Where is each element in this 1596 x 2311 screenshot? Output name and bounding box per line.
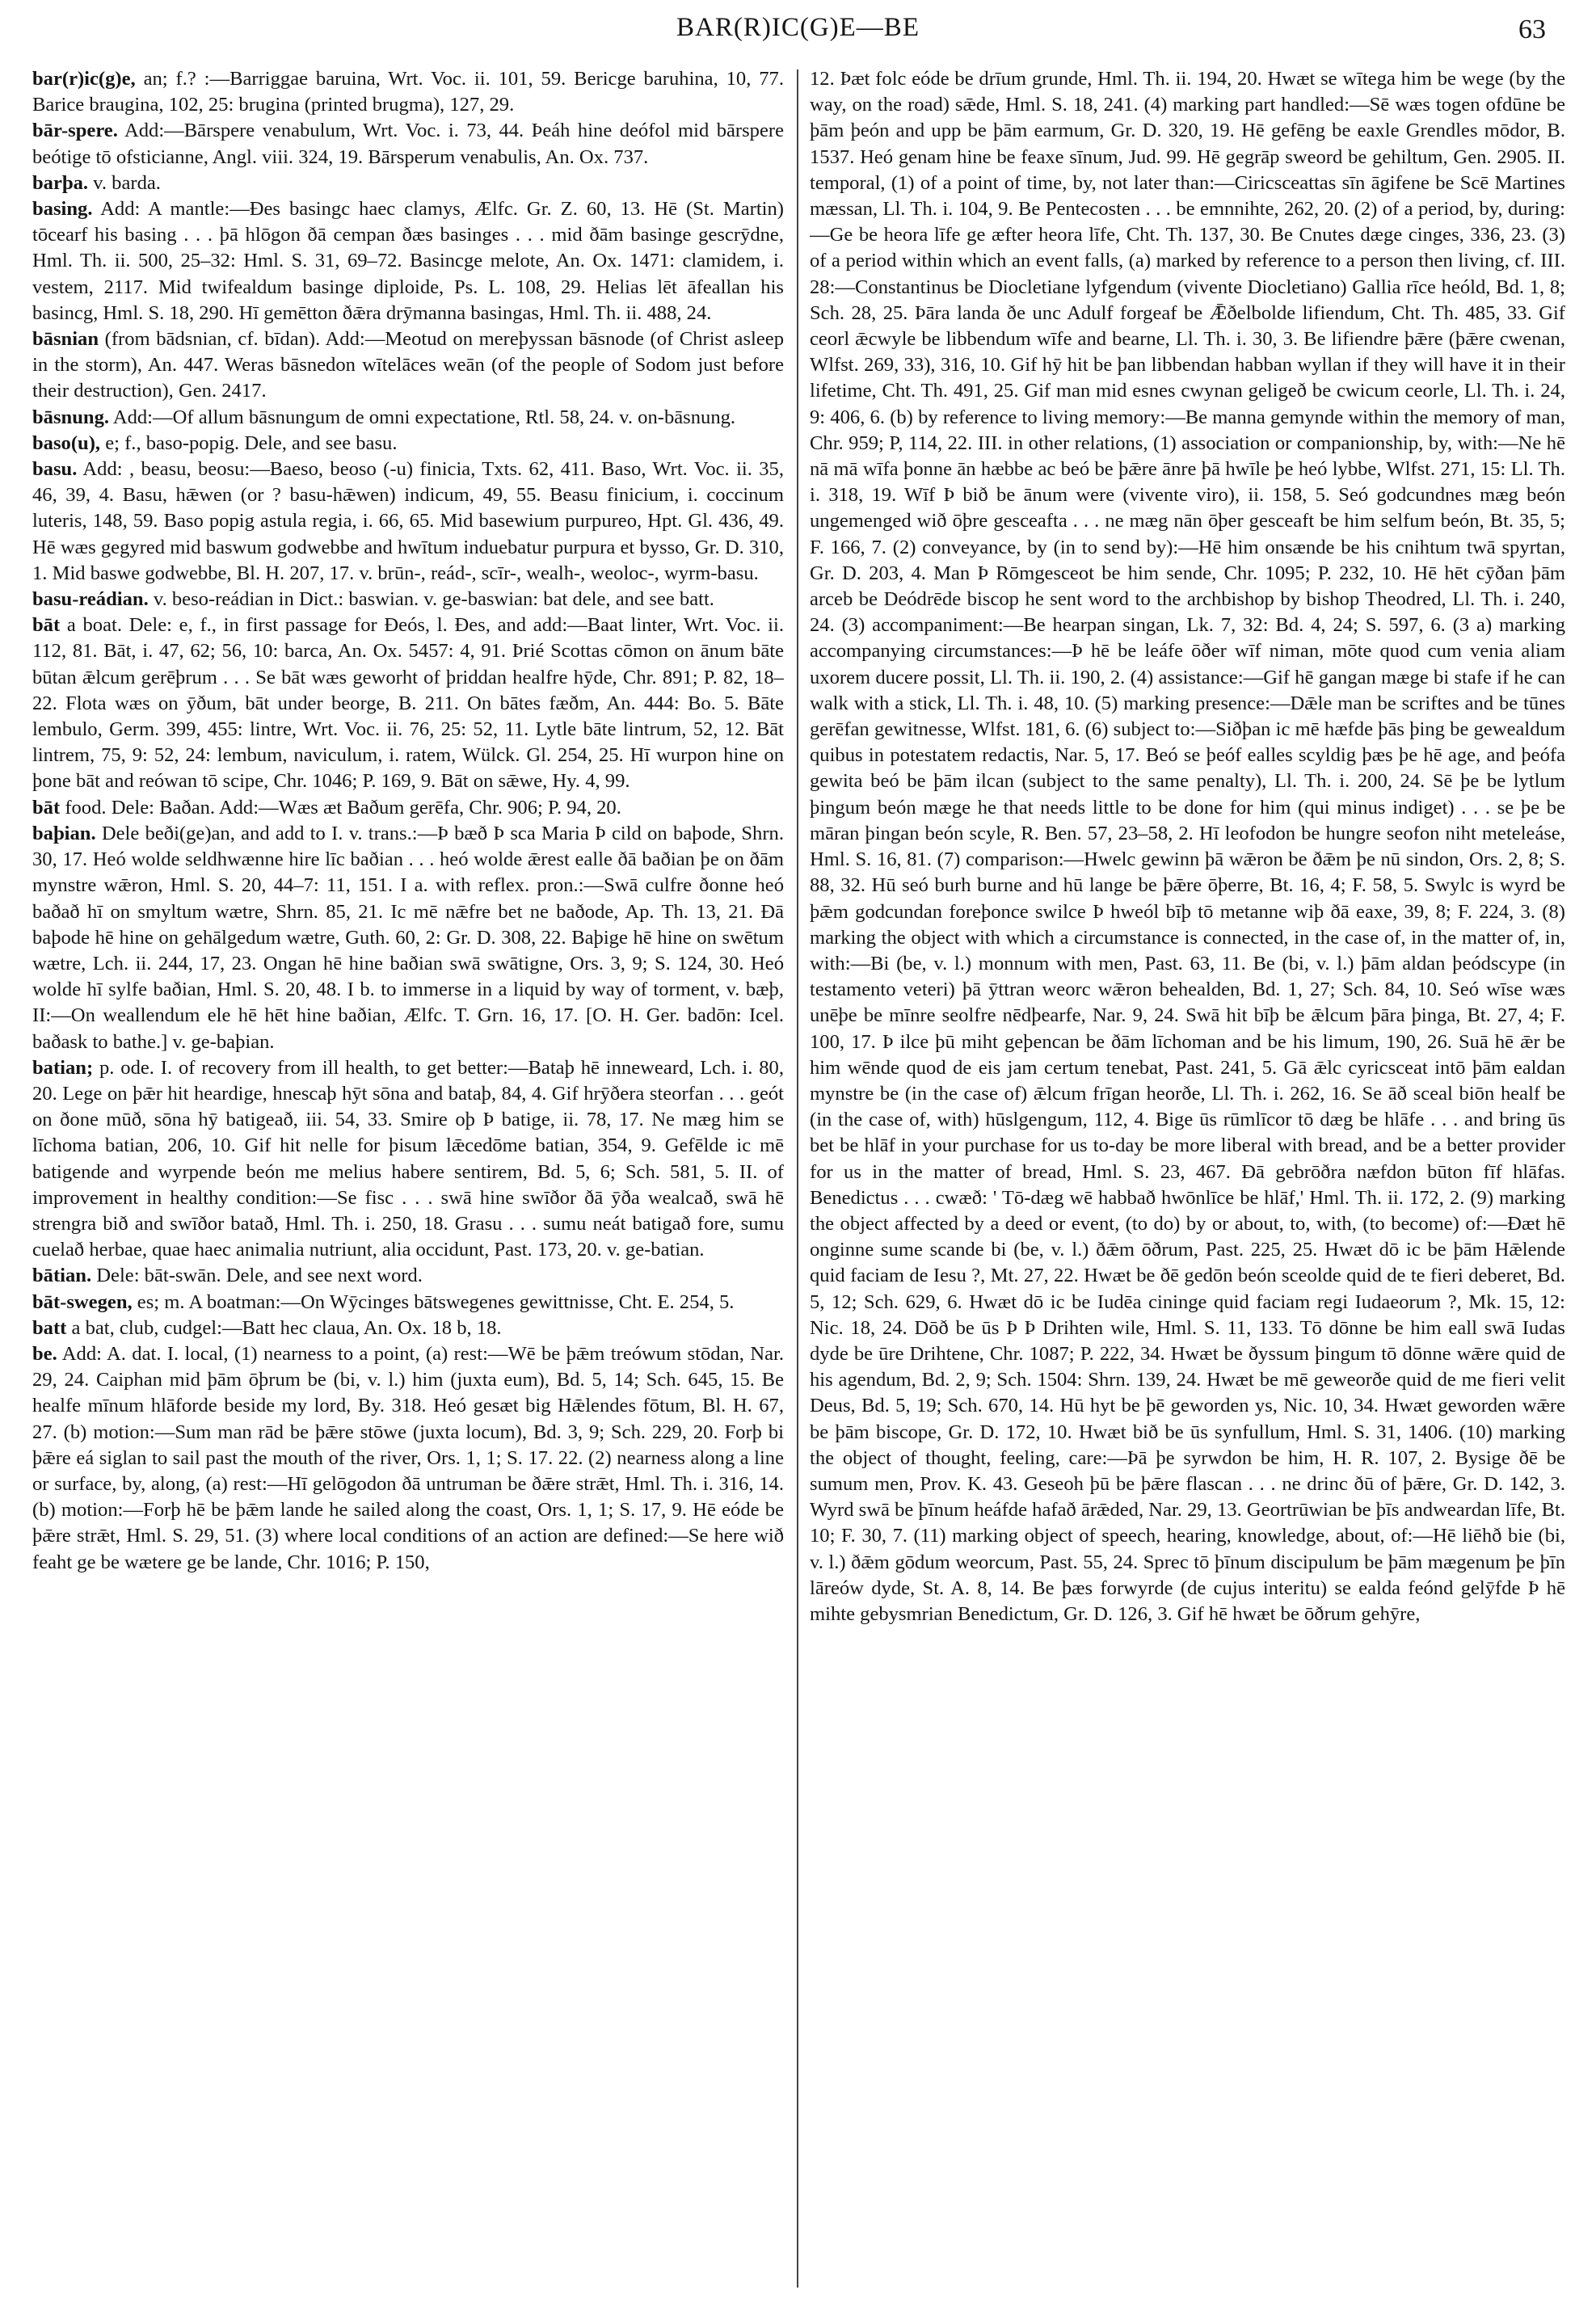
dictionary-entry bbox=[32, 587, 784, 612]
entry-text: food. Dele: Baðan. Add:—Wæs æt Baðum gerēfa, Chr. 906; P. 94, 20. bbox=[60, 796, 621, 819]
entry-headword: basu-reádian. bbox=[32, 588, 149, 611]
dictionary-entry bbox=[32, 405, 784, 431]
entry-headword: bātian. bbox=[32, 1265, 92, 1287]
dictionary-entry bbox=[32, 457, 784, 587]
entry-headword: bāt bbox=[32, 796, 61, 819]
entry-text: a bat, club, cudgel:—Batt hec claua, An. Ox. 18 b, 18. bbox=[66, 1316, 502, 1339]
dictionary-entry bbox=[32, 1315, 784, 1341]
dictionary-entry bbox=[32, 170, 784, 196]
entry-headword: bar(r)ic(g)e, bbox=[32, 68, 136, 90]
entry-text: es; m. A boatman:—On Wȳcinges bātswegenes gewittnisse, Cht. E. 254, 5. bbox=[132, 1290, 735, 1313]
dictionary-entry bbox=[32, 431, 784, 457]
entry-headword: bāt bbox=[32, 614, 61, 637]
dictionary-entry bbox=[32, 1263, 784, 1289]
entry-text: Dele: bāt-swān. Dele, and see next word. bbox=[91, 1265, 423, 1287]
running-head bbox=[0, 11, 1596, 50]
entry-text: v. barda. bbox=[88, 171, 161, 194]
entry-headword: basu. bbox=[32, 458, 78, 481]
left-column bbox=[32, 66, 784, 2305]
entry-headword: bāsnian bbox=[32, 328, 99, 351]
dictionary-entry bbox=[32, 821, 784, 1055]
entry-headword: bāsnung. bbox=[32, 406, 110, 428]
entry-text: Add:—Of allum bāsnungum de omni expectatione, Rtl. 58, 24. v. on-bāsnung. bbox=[109, 406, 736, 428]
dictionary-entry bbox=[32, 1290, 784, 1315]
entry-text: v. beso-reádian in Dict.: baswian. v. ge-baswian: bat dele, and see batt. bbox=[148, 588, 714, 611]
entry-text: (from bādsnian, cf. bīdan). Add:—Meotud on mereþyssan bāsnode (of Christ asleep in the storm), An. 447. Weras bāsnedon wītelāces weān (of the people of Sodom just before their destruction), Gen. 2417. bbox=[32, 328, 784, 402]
entry-text: Add: , beasu, beosu:—Baeso, beoso (-u) finicia, Txts. 62, 411. Baso, Wrt. Voc. ii. 35, 46, 39, 4. Basu, hǣwen (or ? basu-hǣwen) indicum, 49, 55. Beasu finicium, i. coccinum luteris, 148, 59. Baso popig astula regia, i. 66, 65. Mid basewium purpureo, Hpt. Gl. 436, 49. Hē wæs gegyred mid baswum godwebbe and hwītum induebatur purpura et bysso, Gr. D. 310, 1. Mid baswe godwebbe, Bl. H. 207, 17. v. brūn-, reád-, scīr-, wealh-, weoloc-, wyrm-basu. bbox=[32, 458, 784, 584]
entry-text: p. ode. I. of recovery from ill health, to get better:—Bataþ hē inneweard, Lch. i. 80, 20. Lege on þǣr hit heardige, hnescaþ hȳt sōna and bataþ, 84, 4. Gif hrȳðera steorfan . . . geót on ðone mūð, sōna hȳ batigeað, iii. 54, 33. Smire oþ Þ batige, ii. 78, 17. Ne mæg him se līchoma batian, 206, 10. Gif hit nelle for þisum lǣcedōme batian, 354, 9. Gefēlde ic mē batigende and wyrpende beón me melius habere sentirem, Bd. 5, 6; Sch. 581, 5. II. of improvement in healthy condition:—Se fisc . . . swā hine swīðor ðā ȳða wealcað, swā hē strengra bið and swīðor batað, Hml. Th. i. 250, 18. Grasu . . . sumu neát batigað fore, sumu cuelað herbae, quae haec animalia nutriunt, alia occidunt, Past. 173, 20. v. ge-batian. bbox=[32, 1056, 784, 1261]
entry-headword: baso(u), bbox=[32, 431, 101, 454]
entry-headword: baþian. bbox=[32, 822, 96, 844]
entry-headword: bār-spere. bbox=[32, 120, 118, 142]
entry-text: a boat. Dele: e, f., in first passage for Ðeós, l. Ðes, and add:—Baat linter, Wrt. Voc. ii. 112, 81. Bāt, i. 47, 62; 56, 10: barca, An. Ox. 5457: 4, 91. Þrié Scottas cōmon on ānum bāte būtan ǣlcum gerēþrum . . . Se bāt wæs geworht of þriddan healfre hȳde, Chr. 891; P. 82, 18–22. Flota wæs on ȳðum, bāt under beorge, B. 211. On bātes fæðm, An. 444: Bo. 5. Bāte lembulo, Germ. 399, 455: lintre, Wrt. Voc. ii. 76, 25: 52, 11. Lytle bāte lintrum, 52, 12. Bāt lintrem, 75, 9: 52, 24: lembum, naviculum, i. ratem, Wülck. Gl. 254, 25. Hī wurpon hine on þone bāt and reówan tō scipe, Chr. 1046; P. 169, 9. Bāt on sǣwe, Hy. 4, 99. bbox=[32, 614, 784, 793]
entry-headword: barþa. bbox=[32, 171, 89, 194]
page-number: 63 bbox=[1518, 15, 1546, 44]
dictionary-entry bbox=[32, 1055, 784, 1264]
dictionary-entry bbox=[32, 1341, 784, 1576]
page-title: BAR(R)IC(G)E—BE bbox=[676, 13, 920, 42]
entry-text: Add: A mantle:—Ðes basingc haec clamys, Ælfc. Gr. Z. 60, 13. Hē (St. Martin) tōcearf his basing . . . þā hlōgon ðā cempan ðæs basinges . . . mid ðām basinge gescrȳdne, Hml. Th. ii. 500, 25–32: Hml. S. 31, 69–72. Basincge melote, An. Ox. 1471: clamidem, i. vestem, 2117. Mid twifealdum basinge diploide, Ps. L. 108, 29. Helias lēt āfeallan his basincg, Hml. S. 18, 290. Hī gemētton ðǣra drȳmanna basingas, Hml. Th. ii. 488, 24. bbox=[32, 198, 784, 324]
dictionary-entry bbox=[32, 196, 784, 326]
entry-text: Add: A. dat. I. local, (1) nearness to a point, (a) rest:—Wē be þǣm treówum stōdan, Nar. 29, 24. Caiphan mid þām ōþrum be (bi, v. l.) him (juxta eum), Bd. 5, 14; Sch. 645, 15. Be healfe mīnum hlāforde beside my lord, By. 318. Heó gesæt big Hǣlendes fōtum, Bl. H. 67, 27. (b) motion:—Sum man rād be þǣre stōwe (juxta locum), Bd. 3, 9; Sch. 229, 20. Forþ bi þǣre eá siglan to sail past the mouth of the river, Ors. 1, 1; S. 17. 22. (2) nearness along a line or surface, by, along, (a) rest:—Hī gelōgodon ðā untruman be ðǣre strǣt, Hml. Th. i. 316, 14. (b) motion:—Forþ hē be þǣm lande he sailed along the coast, Ors. 1, 1; S. 17, 9. Hē eóde be þǣre strǣt, Hml. S. 29, 51. (3) where local conditions of an action are defined:—Se here wið feaht ge be wætere ge be lande, Chr. 1016; P. 150, bbox=[32, 1342, 784, 1573]
dictionary-entry bbox=[32, 326, 784, 405]
entry-headword: bāt-swegen, bbox=[32, 1290, 133, 1313]
entry-text: 12. Þæt folc eóde be drīum grunde, Hml. Th. ii. 194, 20. Hwæt se wītega him be wege (by the way, on the road) sǣde, Hml. S. 18, 241. (4) marking part handled:—Sē wæs togen ofdūne be þām þeón and upp be þām earmum, Gr. D. 320, 19. Hē gefēng be eaxle Grendles mōdor, B. 1537. Heó genam hine be feaxe sīnum, Jud. 99. Hē gegrāp sweord be gehiltum, Gen. 2905. II. temporal, (1) of a point of time, by, not later than:—Ciricsceattas sīn āgifene be Scē Martines mæssan, Ll. Th. i. 104, 9. Be Pentecosten . . . be emnnihte, 262, 20. (2) of a period, by, during:—Ge be heora līfe ge æfter heora līfe, Cht. Th. 137, 30. Be Cnutes dæge cinges, 336, 23. (3) of a period within which an event falls, (a) marked by reference to a person then living, cf. III. 28:—Constantinus be Diocletiane lyfgendum (vivente Diocletiano) Gallia rīce heóld, Bd. 1, 8; Sch. 28, 25. Þāra landa ðe unc Adulf forgeaf be Ǣðelbolde lifiendum, Cht. Th. 485, 33. Gif ceorl ǣcwyle be libbendum wīfe and bearne, Ll. Th. i. 30, 3. Be lifiendre þǣre (þǣre cwenan, Wlfst. 269, 33), 316, 10. Gif hȳ hit be þan libbendan habban wyllan if they will have it in their lifetime, Cht. Th. 491, 25. Gif man mid esnes cwynan geligeð be cwicum ceorle, Ll. Th. i. 24, 9: 406, 6. (b) by reference to living memory:—Be manna gemynde within the memory of man, Chr. 959; P, 114, 22. III. in other relations, (1) association or companionship, by, with:—Ne hē nā mā wīfa þonne ān hæbbe ac beó be þǣre ānre þā hwīle þe heó lybbe, Wlfst. 271, 15: Ll. Th. i. 318, 19. Wīf Þ bið be ānum were (vivente viro), ii. 158, 5. Seó godcundnes mæg beón ungemenged wið ōþre gesceafta . . . ne mæg nān ōþer gesceaft be him selfum beón, Bt. 35, 5; F. 166, 7. (2) conveyance, by (in to send by):—Hē him onsænde be his cnihtum twā spyrtan, Gr. D. 203, 4. Man Þ Rōmgesceot be him sende, Chr. 1095; P. 232, 10. Hē hēt cȳðan þām arceb be Deódrēde biscop he sent word to the archbishop by bishop Theodred, Ll. Th. i. 240, 24. (3) accompaniment:—Be hearpan singan, Lk. 7, 32: Bd. 4, 24; S. 597, 6. (3 a) marking accompanying circumstances:—Þ hē be leáfe ōðer wīf niman, mōte quod cum venia aliam uxorem ducere possit, Ll. Th. ii. 190, 2. (4) assistance:—Gif hē gangan mæge bi stafe if he can walk with a stick, Ll. Th. i. 48, 10. (5) marking presence:—Dǣle man be scriftes and be tūnes gerēfan gewitnesse, Wlfst. 181, 6. (6) subject to:—Siðþan ic mē hæfde þās þing be gewealdum quibus in potestatem redactis, Nar. 5, 17. Beó se þeóf ealles scyldig þæs þe hē age, and þeófa gewita beó be þām ilcan (subject to the same penalty), Ll. Th. i. 200, 24. Sē þe be lytlum þingum beón mæge he that needs little to be done for him (qui minus indiget) . . . se þe be māran þingan beón scyle, R. Ben. 57, 23–58, 2. Hī leofodon be hungre seofon niht meteleáse, Hml. S. 16, 81. (7) comparison:—Hwelc gewinn þā wǣron be ðǣm þe nū sindon, Ors. 2, 8; S. 88, 32. Hū seó burh burne and hū lange be þǣre ōþerre, Bt. 16, 4; F. 58, 5. Swylc is wyrd be þǣm godcundan foreþonce swilce Þ hweól bīþ tō metanne wiþ ðā eaxe, 39, 8; F. 224, 3. (8) marking the object with which a circumstance is connected, in the case of, in the matter of, in, with:—Bi (be, v. l.) monnum with men, Past. 63, 11. Be (bi, v. l.) þām aldan þeódscype (in testamento veteri) þā ȳttran weorc wǣron behealden, Bd. 1, 27; Sch. 84, 10. Seó wīse wæs unēþe be mīnre seolfre nēdþearfe, Nar. 9, 24. Swā hit bīþ be ǣlcum þāra þinga, Bt. 27, 4; F. 100, 17. Þ ilce þū miht geþencan be ðām līchoman and be his limum, 190, 26. Suā hē ǣr be him wēnde quod de eis jam certum tenebat, Past. 241, 5. Gā ǣlc cyricsceat intō þām ealdan mynstre be (in the case of) ǣlcum frīgan heorðe, Ll. Th. i. 262, 16. Se āð sceal biōn healf be (in the case of, with) hūslgengum, 112, 4. Bige ūs rūmlīcor tō dæg be hlāfe . . . and bring ūs bet be hlāf in your purchase for us to-day be more liberal with bread, and be a better provider for us in the matter of bread, Hml. S. 23, 467. Ðā gebrōðra næfdon būton fīf hlāfas. Benedictus . . . cwæð: ' Tō-dæg wē habbað hwōnlīce be hlāf,' Hml. Th. ii. 172, 2. (9) marking the object affected by a deed or event, (to do) by or about, to, with, (to become) of:—Ðæt hē onginne sume scande bi (be, v. l.) ðǣm ōðrum, Past. 225, 25. Hwæt dō ic be þām Hǣlende quid faciam de Iesu ?, Mt. 27, 22. Hwæt be ðē gedōn beón sceolde quid de te fieri deberet, Bd. 5, 12; Sch. 629, 6. Hwæt dō ic be Iudēa cininge quid faciam regi Iudaeorum ?, Mk. 15, 12: Nic. 18, 24. Dōð be ūs Þ Þ Drihten wile, Hml. S. 11, 133. Tō dōnne be him eall swā Iudas dyde be ūre Drihtene, Chr. 1087; P. 222, 34. Hwæt be ðyssum þingum tō dōnne wǣre quid de his agendum, Bd. 2, 9; Sch. 1504: Shrn. 139, 24. Hwæt be mē geweorðe quid de me fieri velit Deus, Bd. 5, 19; Sch. 670, 14. Hū hyt be þē geworden ys, Nic. 10, 34. Hwæt geworden wǣre be þām biscope, Gr. D. 172, 10. Hwæt bið be ūs synfullum, Hml. S. 31, 1406. (10) marking the object of thought, feeling, care:—Þā þe syrwdon be him, H. R. 107, 2. Bysige ðē be sumum men, Prov. K. 43. Geseoh þū be þǣre flascan . . . ne drinc ðū of þǣre, Gr. D. 142, 3. Wyrd swā be þīnum heáfde hafað ārǣded, Nar. 29, 13. Geortrūwian be þīs andweardan līfe, Bt. 10; F. 30, 7. (11) marking object of speech, hearing, knowledge, about, of:—Hē liēhð bie (bi, v. l.) ðǣm gōdum weorcum, Past. 55, 24. Sprec tō þīnum discipulum be þām mægenum þe þīn lāreów dyde, St. A. 8, 14. Be þæs forwyrde (de cujus interitu) se ealda feónd gelȳfde Þ hē mihte gebysmrian Benedictum, Gr. D. 126, 3. Gif hē hwæt be ōðrum gehȳre, bbox=[810, 68, 1565, 1625]
entry-text: e; f., baso-popig. Dele, and see basu. bbox=[100, 431, 398, 454]
dictionary-entry bbox=[32, 66, 784, 118]
dictionary-entry bbox=[32, 795, 784, 821]
column-divider bbox=[797, 69, 798, 2288]
entry-text: an; f.? :—Barriggae baruina, Wrt. Voc. ii. 101, 59. Bericge baruhina, 10, 77. Barice braugina, 102, 25: brugina (printed brugma), 127, 29. bbox=[32, 68, 784, 116]
dictionary-entry bbox=[810, 66, 1565, 1627]
entry-headword: basing. bbox=[32, 198, 93, 221]
entry-headword: be. bbox=[32, 1342, 57, 1365]
entry-headword: batian; bbox=[32, 1056, 94, 1079]
right-column bbox=[810, 66, 1565, 2305]
entry-text: Add:—Bārspere venabulum, Wrt. Voc. i. 73, 44. Þeáh hine deófol mid bārspere beótige tō ofsticianne, Angl. viii. 324, 19. Bārsperum venabulis, An. Ox. 737. bbox=[32, 120, 784, 168]
entry-text: Dele beði(ge)an, and add to I. v. trans.:—Þ bæð Þ sca Maria Þ cild on baþode, Shrn. 30, 17. Heó wolde seldhwænne hire līc baðian . . . heó wolde ǣrest ealle ðā baðian þe on ðām mynstre wǣron, Hml. S. 20, 44–7: 11, 151. I a. with reflex. pron.:—Swā culfre ðonne heó baðað hī on smyltum wætre, Shrn. 85, 21. Ic mē nǣfre bet ne baðode, Ap. Th. 13, 21. Ðā baþode hē hine on gehālgedum wætre, Guth. 60, 2: Gr. D. 308, 22. Baþige hē hine on swētum wætre, Lch. ii. 244, 17, 23. Ongan hē hine baðian swā swātigne, Ors. 3, 9; S. 124, 30. Heó wolde hī sylfe baðian, Hml. S. 20, 48. I b. to immerse in a liquid by way of torment, v. bæþ, II:—On weallendum ele hē hēt hine baðian, Ælfc. T. Grn. 16, 17. [O. H. Ger. badōn: Icel. baðask to bathe.] v. ge-baþian. bbox=[32, 822, 784, 1053]
dictionary-entry bbox=[32, 118, 784, 170]
entry-headword: batt bbox=[32, 1316, 67, 1339]
dictionary-entry bbox=[32, 612, 784, 794]
